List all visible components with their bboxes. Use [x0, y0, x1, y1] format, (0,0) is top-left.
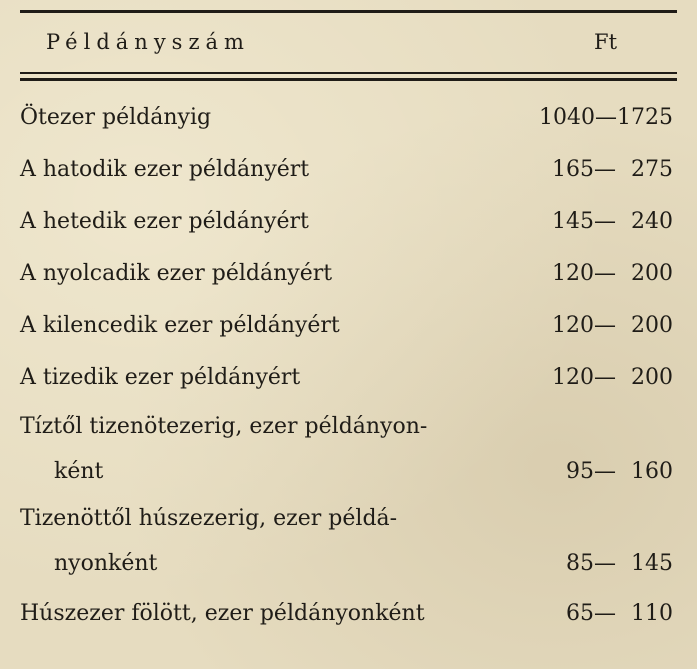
row-label: A kilencedik ezer példányért [20, 313, 340, 338]
header-rule-thin [20, 72, 677, 74]
table-row [20, 204, 677, 256]
row-value: 1040—1725 [539, 105, 673, 130]
table-row [20, 256, 677, 308]
row-value: 85— 145 [566, 551, 673, 576]
row-label: A nyolcadik ezer példányért [20, 261, 333, 286]
table-body [20, 100, 677, 648]
row-label: A tizedik ezer példányért [20, 365, 301, 390]
row-label: Húszezer fölött, ezer példányonként [20, 601, 425, 626]
row-label-line1: Tíztől tizenötezerig, ezer példányon- [20, 414, 428, 439]
row-value: 120— 200 [552, 313, 673, 338]
table-row [20, 504, 677, 596]
row-value: 120— 200 [552, 261, 673, 286]
row-value: 145— 240 [552, 209, 673, 234]
table-row [20, 412, 677, 504]
row-label: A hetedik ezer példányért [20, 209, 309, 234]
table-row [20, 360, 677, 412]
row-label-line1: Tizenöttől húszezerig, ezer példá- [20, 506, 398, 531]
row-label-line2: nyonként [54, 551, 158, 576]
top-rule [20, 10, 677, 13]
table-row [20, 596, 677, 648]
row-value: 165— 275 [552, 157, 673, 182]
header-currency: Ft [594, 30, 618, 54]
header-rule-thick [20, 78, 677, 81]
table-row [20, 308, 677, 360]
header-copies: Példányszám [46, 30, 250, 54]
row-label: A hatodik ezer példányért [20, 157, 310, 182]
row-value: 120— 200 [552, 365, 673, 390]
row-label: Ötezer példányig [20, 105, 212, 130]
table-header [20, 28, 677, 60]
row-value: 95— 160 [566, 459, 673, 484]
table-row [20, 152, 677, 204]
row-value: 65— 110 [566, 601, 673, 626]
table-row [20, 100, 677, 152]
row-label-line2: ként [54, 459, 104, 484]
